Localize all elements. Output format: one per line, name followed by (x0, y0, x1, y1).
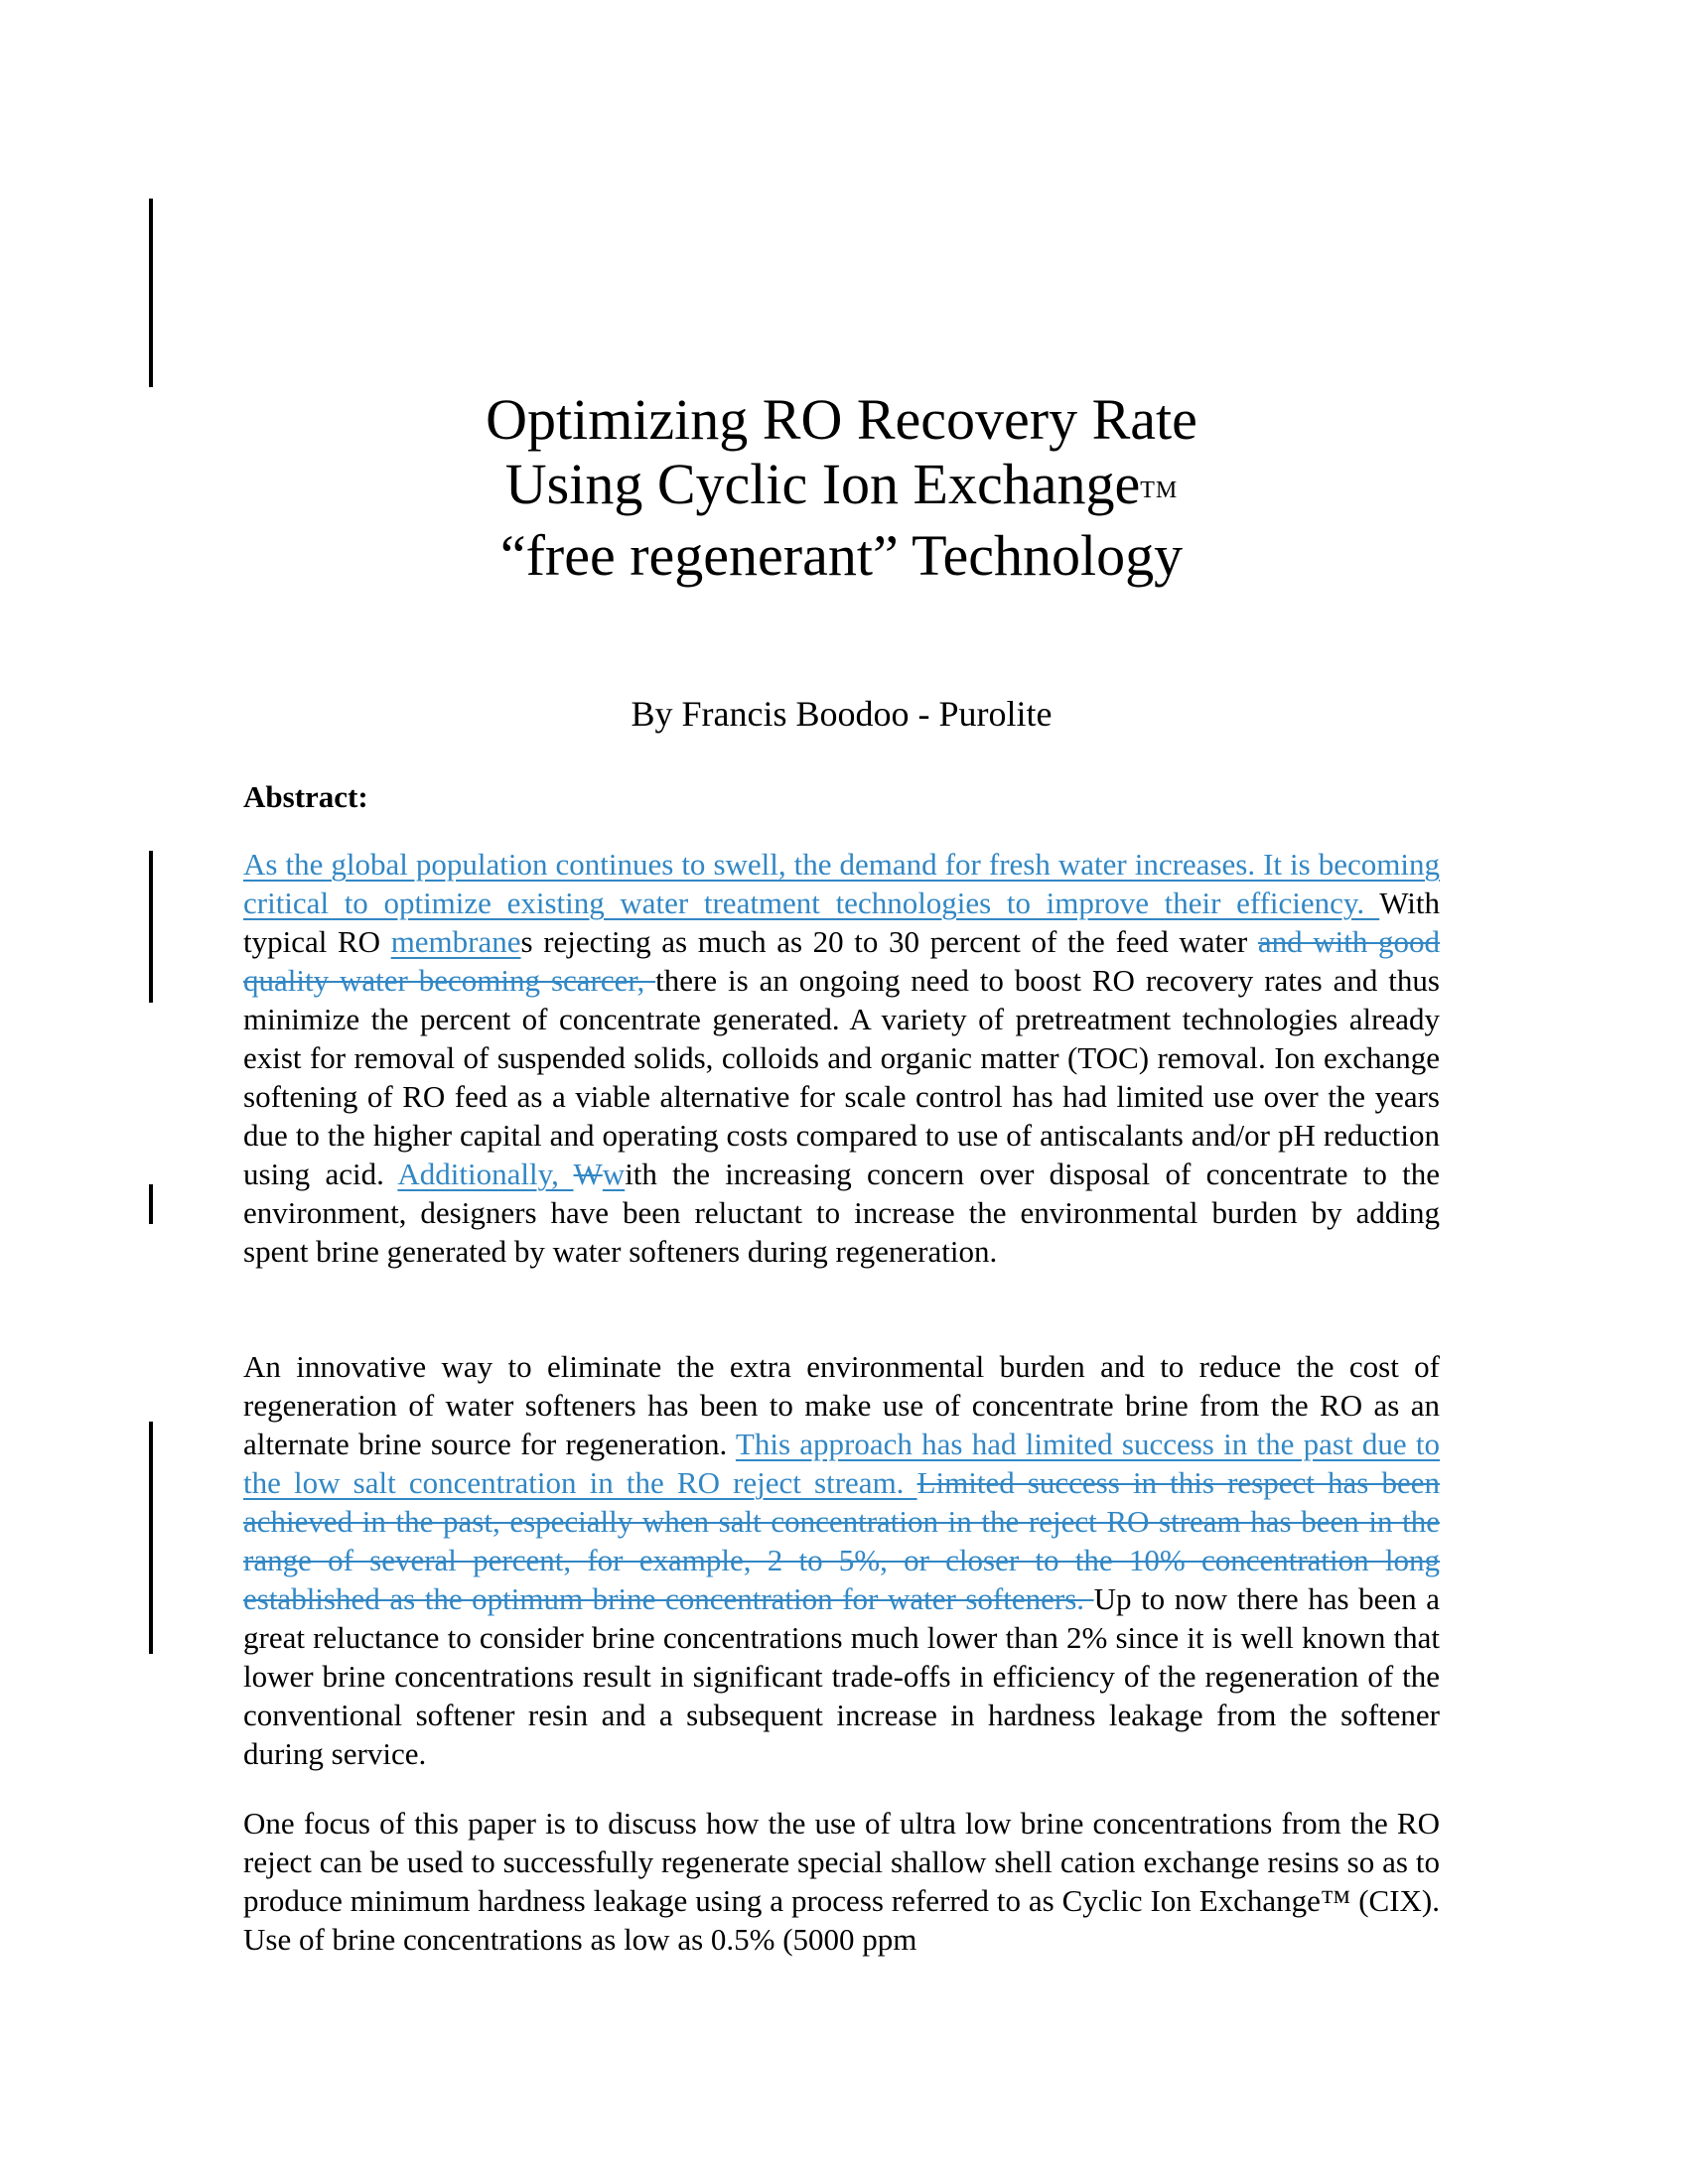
text-run: One focus of this paper is to discuss how the use of ultra low brine concentrations from the RO reject can be used to successfully regenerate special shallow shell cation exchange resins so as to produce minimum hardness leakage using a process referred to as Cyclic Ion Exchange™ (CIX). Use of brine concentrations as low as 0.5% (5000 ppm (243, 1806, 1440, 1957)
title-line-1: Optimizing RO Recovery Rate (486, 387, 1197, 452)
abstract-paragraph-3 (243, 1804, 1440, 1959)
deleted-text-run: W (573, 1157, 603, 1191)
title-line-2 (243, 452, 1440, 523)
change-bar (149, 1184, 153, 1224)
change-bar (149, 1422, 153, 1654)
inserted-text-run: As the global population continues to swell, the demand for fresh water increases. It is becoming critical to optimize existing water treatment technologies to improve their efficiency. (243, 847, 1440, 920)
inserted-text-run: Additionally, (397, 1157, 574, 1191)
change-bar (149, 851, 153, 1003)
title-line-3: “free regenerant” Technology (499, 523, 1184, 588)
abstract-heading: Abstract: (243, 779, 368, 814)
text-run: there is an ongoing need to boost RO recovery rates and thus minimize the percent of concentrate generated. A variety of pretreatment technologies already exist for removal of suspended solids, colloids and organic matter (TOC) removal. Ion exchange softening of RO feed as a viable alternative for scale control has had limited use over the years due to the higher capital and operating costs compared to use of antiscalants and/or pH reduction using acid. (243, 963, 1440, 1191)
inserted-text-run: This approach has had limited success in the past due to the low salt concentration in the RO reject stream. (243, 1427, 1440, 1500)
text-run: s rejecting as much as 20 to 30 percent of the feed water (520, 924, 1258, 959)
title-line-2-text: Using Cyclic Ion Exchange (504, 452, 1141, 516)
abstract-paragraph-1 (243, 845, 1440, 1271)
inserted-text-run: w (602, 1157, 626, 1191)
deleted-text-run: Limited success in this respect has been achieved in the past, especially when salt concentration in the reject RO stream has been in the range of several percent, for example, 2 to 5%, or closer to the 10% concentration long established as the optimum brine concentration for water softeners. (243, 1465, 1440, 1616)
inserted-text-run: membrane (390, 924, 521, 959)
deleted-text-run: and with good quality water becoming scarcer, (243, 924, 1441, 998)
document-title (243, 387, 1440, 588)
text-run: An innovative way to eliminate the extra environmental burden and to reduce the cost of regeneration of water softeners has been to make use of concentrate brine from the RO as an alternate brine source for regeneration. (243, 1349, 1440, 1461)
abstract-paragraph-2 (243, 1347, 1440, 1773)
byline: By Francis Boodoo - Purolite (631, 694, 1053, 734)
text-run: Up to now there has been a great reluctance to consider brine concentrations much lower than 2% since it is well known that lower brine concentrations result in significant trade-offs in efficiency of the regeneration of the conventional softener resin and a subsequent increase in hardness leakage from the softener during service. (243, 1581, 1440, 1771)
change-bar (149, 199, 153, 387)
text-run: ith the increasing concern over disposal of concentrate to the environment, designers have been reluctant to increase the environmental burden by adding spent brine generated by water softeners during regeneration. (243, 1157, 1440, 1269)
trademark-symbol: TM (1140, 478, 1179, 503)
text-run: With typical RO (243, 886, 1440, 959)
